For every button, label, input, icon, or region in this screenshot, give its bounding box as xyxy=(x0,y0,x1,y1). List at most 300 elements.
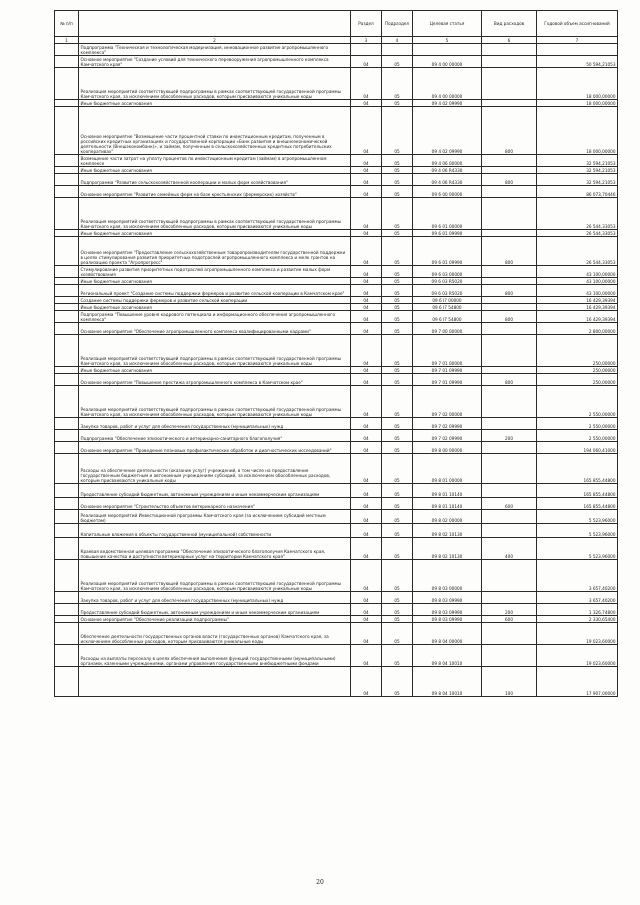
row-target: 09 7 01 09990 xyxy=(413,374,482,386)
row-section: 04 xyxy=(351,237,382,266)
table-row xyxy=(55,304,618,311)
row-section: 04 xyxy=(351,418,382,430)
table-row xyxy=(55,604,618,616)
row-name: Реализация мероприятий Инвестиционной программы Камчатского края (за исключением субсидий местным бюджетам) xyxy=(79,510,351,524)
row-subsection xyxy=(382,44,413,56)
row-name: Основное мероприятие "Создание условий для технического перевооружения агропромышленного комплекса Камчатского края" xyxy=(79,56,351,68)
row-section: 04 xyxy=(351,604,382,616)
row-vr xyxy=(482,323,537,335)
row-subsection: 05 xyxy=(382,667,413,697)
row-name: Закупка товаров, работ и услуг для обеспечения государственных (муниципальных) нужд xyxy=(79,592,351,604)
num-cell xyxy=(55,616,79,623)
budget-table xyxy=(54,10,618,697)
row-vr: 800 xyxy=(482,374,537,386)
table-row xyxy=(55,155,618,167)
num-cell xyxy=(55,100,79,107)
row-amount: 18 000,00000 xyxy=(537,68,618,100)
row-target: 09 7 02 09990 xyxy=(413,418,482,430)
row-section: 04 xyxy=(351,167,382,174)
num-cell xyxy=(55,623,79,645)
row-section: 04 xyxy=(351,56,382,68)
row-vr xyxy=(482,266,537,278)
row-section: 04 xyxy=(351,68,382,100)
row-amount: 5 523,96000 xyxy=(537,524,618,538)
num-cell xyxy=(55,186,79,198)
row-subsection: 05 xyxy=(382,155,413,167)
row-target: 09 6 I7 00000 xyxy=(413,297,482,304)
row-name: Основное мероприятие "Проведение плановых профилактических обработок и диагностических исследований" xyxy=(79,442,351,454)
table-row xyxy=(55,266,618,278)
table-row xyxy=(55,44,618,56)
row-target: 09 7 02 00000 xyxy=(413,386,482,418)
num-cell xyxy=(55,430,79,442)
table-row xyxy=(55,454,618,484)
row-subsection: 05 xyxy=(382,68,413,100)
column-number-row xyxy=(55,37,618,44)
num-cell xyxy=(55,335,79,367)
row-name: Подпрограмма "Техническая и технологическая модернизация, инновационное развитие агропромышленного комплекса" xyxy=(79,44,351,56)
col-number: 1 xyxy=(55,37,79,44)
table-row xyxy=(55,107,618,155)
row-vr xyxy=(482,510,537,524)
row-amount: 32 594,21053 xyxy=(537,155,618,167)
table-row xyxy=(55,323,618,335)
num-cell xyxy=(55,107,79,155)
row-section: 04 xyxy=(351,335,382,367)
table-row xyxy=(55,335,618,367)
row-vr xyxy=(482,44,537,56)
row-target: 09 4 00 00000 xyxy=(413,68,482,100)
row-vr xyxy=(482,56,537,68)
row-subsection: 05 xyxy=(382,323,413,335)
row-name: Расходы на обеспечение деятельности (оказание услуг) учреждений, в том числе на предоставление государственным бюджетным и автономным учреждениям субсидий, за исключением обособленных расходов, которым присваиваются уникальные коды xyxy=(79,454,351,484)
row-target: 09 8 00 00000 xyxy=(413,442,482,454)
row-section: 04 xyxy=(351,667,382,697)
header-vr: Вид расходов xyxy=(482,11,537,37)
table-row xyxy=(55,560,618,592)
row-name: Подпрограмма "Повышение уровня кадрового потенциала и информационного обеспечения агропромышленного комплекса" xyxy=(79,311,351,323)
row-amount: 2 330,65400 xyxy=(537,616,618,623)
table-row xyxy=(55,374,618,386)
row-subsection: 05 xyxy=(382,524,413,538)
row-vr: 800 xyxy=(482,107,537,155)
row-name: Стимулирование развития приоритетных подотраслей агропромышленного комплекса и развитие малых форм хозяйствования xyxy=(79,266,351,278)
num-cell xyxy=(55,418,79,430)
row-amount: 165 855,44800 xyxy=(537,454,618,484)
row-amount: 1 326,74800 xyxy=(537,604,618,616)
row-amount: 250,00000 xyxy=(537,374,618,386)
row-amount: 165 855,44800 xyxy=(537,484,618,498)
row-amount: 19 023,60000 xyxy=(537,645,618,667)
table-row xyxy=(55,311,618,323)
row-vr xyxy=(482,418,537,430)
num-cell xyxy=(55,367,79,374)
header-target: Целевая статья xyxy=(413,11,482,37)
num-cell xyxy=(55,645,79,667)
row-target: 09 8 04 00000 xyxy=(413,623,482,645)
table-row xyxy=(55,230,618,237)
row-section: 04 xyxy=(351,560,382,592)
row-subsection: 05 xyxy=(382,418,413,430)
table-row xyxy=(55,297,618,304)
row-name: Иные бюджетные ассигнования xyxy=(79,167,351,174)
row-section: 04 xyxy=(351,454,382,484)
table-row xyxy=(55,68,618,100)
num-cell xyxy=(55,604,79,616)
row-section: 04 xyxy=(351,538,382,560)
row-name: Реализация мероприятий соответствующей подпрограммы в рамках соответствующей государственной программы Камчатского края, за исключением обособленных расходов, которым присваиваются уникальные коды xyxy=(79,560,351,592)
num-cell xyxy=(55,56,79,68)
row-vr xyxy=(482,230,537,237)
table-row xyxy=(55,524,618,538)
row-amount: 26 544,33053 xyxy=(537,198,618,230)
num-cell xyxy=(55,237,79,266)
num-cell xyxy=(55,386,79,418)
row-vr xyxy=(482,100,537,107)
row-target: 09 4 06 R4330 xyxy=(413,167,482,174)
row-subsection: 05 xyxy=(382,230,413,237)
num-cell xyxy=(55,297,79,304)
header-subsection: Подраздел xyxy=(382,11,413,37)
row-vr: 600 xyxy=(482,498,537,510)
row-vr xyxy=(482,623,537,645)
row-vr: 800 xyxy=(482,174,537,186)
row-amount: 5 523,96000 xyxy=(537,538,618,560)
row-vr xyxy=(482,386,537,418)
row-amount: 16 429,39394 xyxy=(537,297,618,304)
table-row xyxy=(55,510,618,524)
row-subsection: 05 xyxy=(382,167,413,174)
row-subsection: 05 xyxy=(382,645,413,667)
num-cell xyxy=(55,538,79,560)
row-vr xyxy=(482,442,537,454)
row-name: Иные бюджетные ассигнования xyxy=(79,230,351,237)
row-vr xyxy=(482,524,537,538)
row-section: 04 xyxy=(351,616,382,623)
row-vr xyxy=(482,484,537,498)
row-vr xyxy=(482,367,537,374)
table-row xyxy=(55,186,618,198)
row-section: 04 xyxy=(351,266,382,278)
row-subsection: 05 xyxy=(382,430,413,442)
num-cell xyxy=(55,667,79,697)
row-amount: 250,00000 xyxy=(537,335,618,367)
num-cell xyxy=(55,278,79,285)
row-section: 04 xyxy=(351,323,382,335)
num-cell xyxy=(55,167,79,174)
row-target: 09 6 01 09990 xyxy=(413,230,482,237)
row-section: 04 xyxy=(351,484,382,498)
row-section: 04 xyxy=(351,186,382,198)
row-name: Иные бюджетные ассигнования xyxy=(79,100,351,107)
row-subsection: 05 xyxy=(382,498,413,510)
num-cell xyxy=(55,454,79,484)
row-subsection: 05 xyxy=(382,285,413,297)
row-section: 04 xyxy=(351,386,382,418)
row-vr: 800 xyxy=(482,285,537,297)
row-target: 09 8 03 09990 xyxy=(413,616,482,623)
row-name: Капитальные вложения в объекты государственной (муниципальной) собственности xyxy=(79,524,351,538)
row-subsection: 05 xyxy=(382,304,413,311)
row-name: Региональный проект "Создание системы поддержки фермеров и развитие сельской кооперации в Камчатском крае" xyxy=(79,285,351,297)
row-subsection: 05 xyxy=(382,510,413,524)
row-section: 04 xyxy=(351,623,382,645)
col-number: 7 xyxy=(537,37,618,44)
table-row xyxy=(55,430,618,442)
num-cell xyxy=(55,198,79,230)
col-number: 4 xyxy=(382,37,413,44)
row-target: 09 4 06 R4330 xyxy=(413,174,482,186)
col-number: 2 xyxy=(79,37,351,44)
row-vr xyxy=(482,297,537,304)
row-target: 09 8 03 09990 xyxy=(413,604,482,616)
num-cell xyxy=(55,323,79,335)
num-cell xyxy=(55,311,79,323)
row-subsection: 05 xyxy=(382,623,413,645)
row-target: 09 8 04 10010 xyxy=(413,667,482,697)
row-target: 09 8 02 10130 xyxy=(413,538,482,560)
table-row xyxy=(55,167,618,174)
row-name: Основное мероприятие "Развитие семейных ферм на базе крестьянских (фермерских) хозяйств" xyxy=(79,186,351,198)
row-section: 04 xyxy=(351,155,382,167)
row-name: Закупка товаров, работ и услуг для обеспечения государственных (муниципальных) нужд xyxy=(79,418,351,430)
row-name: Реализация мероприятий соответствующей подпрограммы в рамках соответствующей государственной программы Камчатского края, за исключением обособленных расходов, которым присваиваются уникальные коды xyxy=(79,198,351,230)
row-vr xyxy=(482,278,537,285)
num-cell xyxy=(55,68,79,100)
row-vr xyxy=(482,335,537,367)
row-vr xyxy=(482,304,537,311)
num-cell xyxy=(55,266,79,278)
row-target: 09 8 03 00000 xyxy=(413,560,482,592)
row-subsection: 05 xyxy=(382,592,413,604)
table-row xyxy=(55,418,618,430)
row-subsection: 05 xyxy=(382,198,413,230)
row-section: 04 xyxy=(351,174,382,186)
row-amount: 86 073,70446 xyxy=(537,186,618,198)
num-cell xyxy=(55,498,79,510)
row-target: 09 6 00 00000 xyxy=(413,186,482,198)
row-name: Возмещение части затрат на уплату процентов по инвестиционным кредитам (займам) в агропромышленном комплексе xyxy=(79,155,351,167)
row-vr: 800 xyxy=(482,237,537,266)
num-cell xyxy=(55,524,79,538)
num-cell xyxy=(55,285,79,297)
row-amount: 26 544,33053 xyxy=(537,230,618,237)
table-row xyxy=(55,538,618,560)
row-section: 04 xyxy=(351,374,382,386)
row-name: Предоставление субсидий бюджетным, автономным учреждениям и иным некоммерческим организациям xyxy=(79,484,351,498)
row-target: 09 8 03 09990 xyxy=(413,592,482,604)
row-vr xyxy=(482,560,537,592)
table-row xyxy=(55,386,618,418)
row-name: Иные бюджетные ассигнования xyxy=(79,304,351,311)
row-target: 09 6 I7 54800 xyxy=(413,311,482,323)
row-section: 04 xyxy=(351,498,382,510)
row-amount: 3 657,40200 xyxy=(537,560,618,592)
row-target: 09 4 02 09990 xyxy=(413,100,482,107)
row-name: Подпрограмма "Обеспечение эпизоотического и ветеринарно-санитарного благополучия" xyxy=(79,430,351,442)
row-name: Основное мероприятие "Строительство объектов ветеринарного назначения" xyxy=(79,498,351,510)
header-num: № п/п xyxy=(55,11,79,37)
row-subsection: 05 xyxy=(382,386,413,418)
row-section: 04 xyxy=(351,107,382,155)
row-name xyxy=(79,667,351,697)
row-name: Расходы на выплаты персоналу в целях обеспечения выполнения функций государственными (муниципальными) органами, казенными учреждениями, органами управления государственными внебюджетными фондами xyxy=(79,645,351,667)
row-section: 04 xyxy=(351,198,382,230)
table-row xyxy=(55,367,618,374)
row-vr: 100 xyxy=(482,667,537,697)
row-target: 09 6 03 00000 xyxy=(413,266,482,278)
num-cell xyxy=(55,592,79,604)
table-row xyxy=(55,623,618,645)
row-amount: 2 550,00000 xyxy=(537,386,618,418)
row-amount: 17 907,00000 xyxy=(537,667,618,697)
row-subsection: 05 xyxy=(382,174,413,186)
table-row xyxy=(55,442,618,454)
row-amount: 194 060,41000 xyxy=(537,442,618,454)
row-name: Реализация мероприятий соответствующей подпрограммы в рамках соответствующей государственной программы Камчатского края, за исключением обособленных расходов, которым присваиваются уникальные коды xyxy=(79,335,351,367)
col-number: 6 xyxy=(482,37,537,44)
row-vr xyxy=(482,68,537,100)
row-section: 04 xyxy=(351,304,382,311)
num-cell xyxy=(55,174,79,186)
header-amount: Годовой объем ассигнований xyxy=(537,11,618,37)
row-target: 09 8 01 10140 xyxy=(413,484,482,498)
table-row xyxy=(55,278,618,285)
row-section: 04 xyxy=(351,442,382,454)
row-subsection: 05 xyxy=(382,367,413,374)
row-name: Основное мероприятие "Обеспечение реализации подпрограммы" xyxy=(79,616,351,623)
row-vr xyxy=(482,186,537,198)
row-name: Иные бюджетные ассигнования xyxy=(79,367,351,374)
num-cell xyxy=(55,230,79,237)
row-vr xyxy=(482,592,537,604)
row-amount: 26 544,33053 xyxy=(537,237,618,266)
table-row xyxy=(55,174,618,186)
row-subsection: 05 xyxy=(382,442,413,454)
row-name: Основное мероприятие "Обеспечение агропромышленного комплекса квалифицированными кадрами" xyxy=(79,323,351,335)
header-section: Раздел xyxy=(351,11,382,37)
row-target: 09 7 01 00000 xyxy=(413,335,482,367)
table-row xyxy=(55,56,618,68)
row-section: 04 xyxy=(351,592,382,604)
row-name: Обеспечение деятельности государственных органов власти (государственных органов) Камчатского края, за исключением обособленных расходов, которым присваиваются уникальные коды xyxy=(79,623,351,645)
row-amount: 32 594,21053 xyxy=(537,167,618,174)
row-subsection: 05 xyxy=(382,538,413,560)
row-vr xyxy=(482,198,537,230)
row-target: 09 6 I7 54800 xyxy=(413,304,482,311)
row-vr xyxy=(482,645,537,667)
row-section: 04 xyxy=(351,524,382,538)
num-cell xyxy=(55,510,79,524)
row-target: 09 4 02 09990 xyxy=(413,107,482,155)
row-subsection: 05 xyxy=(382,311,413,323)
row-vr xyxy=(482,155,537,167)
row-section: 04 xyxy=(351,367,382,374)
row-subsection: 05 xyxy=(382,237,413,266)
row-target: 09 7 02 09990 xyxy=(413,430,482,442)
row-name: Основное мероприятие "Предоставление сельскохозяйственным товаропроизводителям государственной поддержки в целях стимулирования развития приоритетных подотраслей агропромышленного комплекса и мелк грантов на реализацию проекта "Агропрогресс" xyxy=(79,237,351,266)
table-row xyxy=(55,645,618,667)
table-row xyxy=(55,616,618,623)
num-cell xyxy=(55,442,79,454)
row-subsection: 05 xyxy=(382,100,413,107)
row-amount: 16 429,39394 xyxy=(537,304,618,311)
table-row xyxy=(55,498,618,510)
row-section: 04 xyxy=(351,297,382,304)
row-section: 04 xyxy=(351,510,382,524)
row-subsection: 05 xyxy=(382,335,413,367)
row-subsection: 05 xyxy=(382,56,413,68)
row-amount xyxy=(537,44,618,56)
row-section: 04 xyxy=(351,285,382,297)
num-cell xyxy=(55,484,79,498)
row-target: 09 7 01 09990 xyxy=(413,367,482,374)
row-target: 09 8 02 10130 xyxy=(413,524,482,538)
row-name: Реализация мероприятий соответствующей подпрограммы в рамках соответствующей государственной программы Камчатского края, за исключением обособленных расходов, которым присваиваются уникальные коды xyxy=(79,68,351,100)
row-amount: 43 100,00000 xyxy=(537,285,618,297)
row-subsection: 05 xyxy=(382,107,413,155)
row-section: 04 xyxy=(351,645,382,667)
row-amount: 250,00000 xyxy=(537,367,618,374)
row-target: 09 7 00 00000 xyxy=(413,323,482,335)
row-name: Подпрограмма "Развитие сельскохозяйственной кооперации и малых форм хозяйствования" xyxy=(79,174,351,186)
row-target: 09 8 04 10010 xyxy=(413,645,482,667)
row-target: 09 6 03 R5020 xyxy=(413,285,482,297)
row-target: 09 6 01 09990 xyxy=(413,237,482,266)
row-target: 09 4 00 00000 xyxy=(413,56,482,68)
row-name: Основное мероприятие "Повышение престижа агропромышленного комплекса в Камчатском крае" xyxy=(79,374,351,386)
row-amount: 18 000,00000 xyxy=(537,100,618,107)
row-name: Основное мероприятие "Возмещение части процентной ставки по инвестиционным кредитам, полученным в российских кредитных организациях и государственной корпорации «Банк развития и внешнеэкономической деятельности (Внешэкономбанк)», и займам, полученным в сельскохозяйственных кредитных потребительских кооперативах" xyxy=(79,107,351,155)
row-vr xyxy=(482,167,537,174)
row-target: 09 6 03 R5020 xyxy=(413,278,482,285)
row-amount: 5 523,96000 xyxy=(537,510,618,524)
row-amount: 43 100,00000 xyxy=(537,266,618,278)
row-amount: 165 855,44800 xyxy=(537,498,618,510)
table-header-row xyxy=(55,11,618,37)
page-number: 20 xyxy=(316,879,324,886)
row-name: Создание системы поддержки фермеров и развитие сельской кооперации xyxy=(79,297,351,304)
row-amount: 16 429,39394 xyxy=(537,311,618,323)
row-vr: 400 xyxy=(482,538,537,560)
row-subsection: 05 xyxy=(382,560,413,592)
row-target: 09 6 01 00000 xyxy=(413,198,482,230)
row-amount: 18 000,00000 xyxy=(537,107,618,155)
row-name: Предоставление субсидий бюджетным, автономным учреждениям и иным некоммерческим организациям xyxy=(79,604,351,616)
row-amount: 50 594,21053 xyxy=(537,56,618,68)
row-amount: 3 657,40200 xyxy=(537,592,618,604)
table-body xyxy=(55,44,618,697)
table-row xyxy=(55,237,618,266)
row-section: 04 xyxy=(351,278,382,285)
table-row xyxy=(55,198,618,230)
row-subsection: 05 xyxy=(382,297,413,304)
num-cell xyxy=(55,155,79,167)
row-subsection: 05 xyxy=(382,186,413,198)
row-subsection: 05 xyxy=(382,616,413,623)
row-target: 09 8 01 10140 xyxy=(413,498,482,510)
row-subsection: 05 xyxy=(382,454,413,484)
row-target xyxy=(413,44,482,56)
row-vr: 800 xyxy=(482,311,537,323)
row-target: 09 4 06 00000 xyxy=(413,155,482,167)
table-row xyxy=(55,484,618,498)
row-section: 04 xyxy=(351,430,382,442)
row-section xyxy=(351,44,382,56)
num-cell xyxy=(55,374,79,386)
row-subsection: 05 xyxy=(382,374,413,386)
row-vr: 200 xyxy=(482,604,537,616)
